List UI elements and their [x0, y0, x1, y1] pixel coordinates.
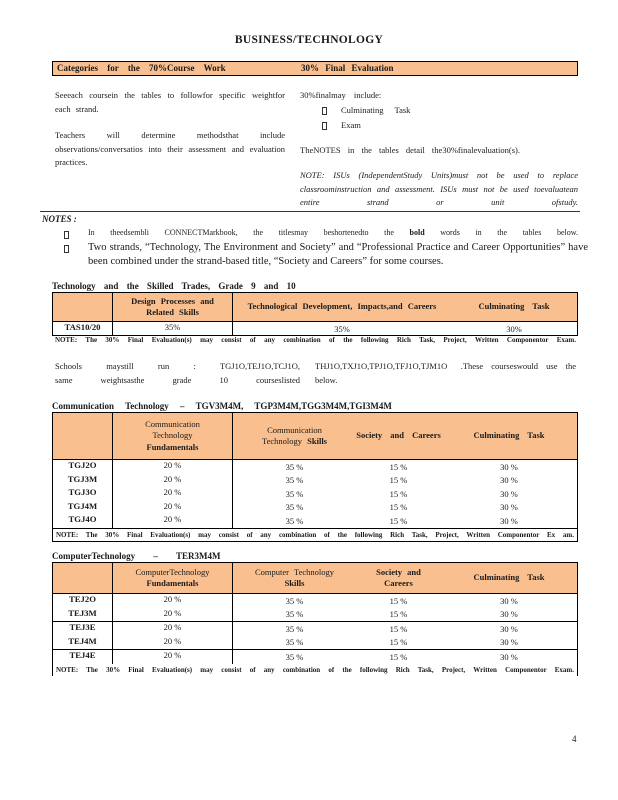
isu-note: NOTE: ISUs (IndependentStudy Units)must not be used to replace classroominstruction and assessment. ISUs must not be used toevaluatean entire strand or unit ofstudy.	[300, 170, 578, 207]
notes-item-1-bold: bold	[409, 228, 425, 237]
table-cell: 15 %	[389, 502, 408, 513]
table-header-cell	[113, 413, 233, 459]
table-header-cell	[356, 413, 441, 459]
table-cell: 30 %	[500, 515, 518, 526]
table-cell: 20 %	[113, 622, 233, 636]
table-cell: 15 %	[389, 461, 408, 472]
table-cell: 30 %	[500, 637, 518, 648]
page-title: BUSINESS/TECHNOLOGY	[234, 34, 384, 46]
culminating-task-item: Culminating Task	[341, 105, 411, 116]
checkbox-icon	[322, 122, 327, 130]
course-code-list: THJ1O,TXJ1O,TPJ1O,TFJ1O,TJM1O	[315, 361, 448, 371]
schools-line-1-left: Schools maystill run : TGJ1O,TEJ1O,TCJ1O,	[55, 361, 300, 371]
table-header-cell	[233, 563, 356, 593]
column-header: Society and Careers	[376, 566, 421, 588]
table-row	[53, 622, 577, 636]
table-cell: 30 %	[500, 488, 518, 499]
table-cell: 20 %	[113, 608, 233, 622]
course-code: TGJ4M	[53, 501, 113, 515]
table-cell: 30 %	[500, 475, 518, 486]
table-cell: 15 %	[389, 651, 408, 662]
table-cell: 20 %	[113, 650, 233, 664]
categories-header-bar	[52, 61, 578, 76]
intro-paragraph-2: Teachers will determine methodsthat include observations/conversatios into their assessment and evaluation practices.	[55, 130, 285, 167]
table-row	[53, 514, 577, 528]
table-row	[53, 474, 577, 488]
table-cell: 35 %	[285, 651, 304, 662]
table-row	[53, 636, 577, 651]
table-row	[53, 460, 577, 474]
table-cell: 35%	[113, 322, 233, 335]
table-cell: 20 %	[113, 636, 233, 650]
table-cell: 35 %	[285, 595, 304, 606]
notes-item-1	[88, 228, 578, 237]
schools-line-1	[55, 360, 576, 374]
table-header-cell	[451, 293, 577, 321]
column-header	[125, 419, 220, 454]
table-cell: 20 %	[113, 594, 233, 608]
table-cell: 30 %	[500, 461, 518, 472]
table-cell: 15 %	[389, 637, 408, 648]
table-cell: 15 %	[389, 515, 408, 526]
notes-detail-line: TheNOTES in the tables detail the30%finalevaluation(s).	[300, 144, 520, 155]
course-code: TGJ3O	[53, 487, 113, 501]
table-header-cell	[113, 563, 233, 593]
table-cell: 35 %	[285, 609, 304, 620]
notes-item-1-text: words in the tables below.	[440, 228, 579, 237]
schools-line-2-right	[315, 374, 576, 388]
table-header-row	[53, 413, 577, 460]
schools-line-1-tail: .These courseswould use the	[460, 361, 576, 371]
course-code: TGJ2O	[53, 460, 113, 474]
table-cell: 30 %	[500, 651, 518, 662]
table-cell: 15 %	[389, 488, 408, 499]
table-cell: 20 %	[113, 514, 233, 528]
table-header-cell	[113, 293, 233, 321]
table-row	[53, 322, 577, 335]
course-code: TEJ4E	[53, 650, 113, 664]
table-cell: 35 %	[285, 515, 304, 526]
column-header	[250, 425, 340, 448]
table-header-cell	[356, 563, 441, 593]
table-header-cell	[53, 293, 113, 321]
table-cell: 35 %	[285, 623, 304, 634]
table-row	[53, 608, 577, 623]
table-cell: 30%	[506, 323, 522, 334]
table-row	[53, 501, 577, 515]
table-cell: 20 %	[113, 487, 233, 501]
column-header	[118, 567, 228, 590]
column-header: Society and Careers	[356, 430, 441, 441]
communication-technology-heading: Communication Technology – TGV3M4M, TGP3M4M,TGG3M4M,TGI3M4M	[52, 401, 392, 411]
table-header-cell	[53, 413, 113, 459]
table-cell: 20 %	[113, 474, 233, 488]
course-code: TEJ3M	[53, 608, 113, 622]
table-cell: 30 %	[500, 502, 518, 513]
table-header-cell	[233, 293, 451, 321]
course-code: TEJ2O	[53, 594, 113, 608]
table-header-cell	[441, 563, 577, 593]
table-cell: 30 %	[500, 595, 518, 606]
table-cell: 35 %	[285, 488, 304, 499]
table-cell: 35 %	[285, 461, 304, 472]
exam-item: Exam	[341, 120, 361, 131]
column-header-bold: Skills	[284, 578, 305, 588]
column-header-text: Computer Technology	[255, 566, 334, 577]
table-header-cell	[233, 413, 356, 459]
intro-paragraph-1: Seeeach coursein the tables to followfor specific weightfor each strand.	[55, 90, 285, 114]
intro-left-column	[55, 89, 285, 170]
course-code: TAS10/20	[53, 322, 113, 335]
skilled-trades-table	[52, 292, 578, 336]
course-code: TEJ3E	[53, 622, 113, 636]
computer-technology-table	[52, 562, 578, 676]
column-header-bold: Skills	[307, 436, 327, 446]
table-cell: 30 %	[500, 609, 518, 620]
table-cell: 30 %	[500, 623, 518, 634]
skilled-trades-note: NOTE: The 30% Final Evaluation(s) may consist of any combination of the following Rich Task, Project, Written Componentor Exam.	[55, 336, 576, 344]
column-header: Culminating Task	[473, 430, 545, 441]
notes-item-2: Two strands, “Technology, The Environment and Society” and “Professional Practice and Career Opportunities” have been combined under the strand-based title, “Society and Careers” for some courses.	[88, 242, 588, 267]
square-bullet-icon	[64, 245, 69, 253]
table-row	[53, 487, 577, 501]
table-row	[53, 650, 577, 664]
schools-paragraph	[55, 360, 576, 387]
table-header-cell	[441, 413, 577, 459]
table-cell: 20 %	[113, 501, 233, 515]
schools-line-1-right	[315, 360, 576, 374]
course-code: TEJ4M	[53, 636, 113, 650]
table-cell: 35%	[334, 323, 350, 334]
computer-technology-heading: ComputerTechnology – TER3M4M	[52, 551, 221, 561]
table-row	[53, 594, 577, 608]
table-header-row	[53, 563, 577, 594]
column-header: Design Processes and Related Skills	[131, 295, 214, 317]
final-include-label: 30%finalmay include:	[300, 90, 382, 100]
table-header-cell	[53, 563, 113, 593]
notes-heading: NOTES :	[42, 214, 77, 224]
list-item	[322, 120, 578, 133]
column-header-text: Communication Technology	[145, 418, 200, 441]
column-header: Technological Development, Impacts,and Careers	[247, 301, 437, 312]
communication-technology-table	[52, 412, 578, 542]
table-cell: 35 %	[285, 502, 304, 513]
notes-item-1-text: In theedsembli CONNECTMarkbook, the titlesmay beshortenedto the	[88, 228, 394, 237]
table-cell: 15 %	[389, 475, 408, 486]
intro-right-column	[300, 89, 578, 210]
column-header-bold: Fundamentals	[146, 578, 199, 588]
column-header-bold: Fundamentals	[146, 441, 199, 452]
final-evaluation-label: 30% Final Evaluation	[301, 63, 394, 73]
course-code: TGJ3M	[53, 474, 113, 488]
categories-course-work-label: Categories for the 70%Course Work	[57, 63, 226, 73]
table-cell: 15 %	[389, 595, 408, 606]
schools-line-2	[55, 374, 576, 388]
column-header	[250, 567, 340, 590]
column-header-text: Communication Technology	[262, 424, 322, 446]
schools-line-2-left: same weightsasthe grade 10 courseslisted	[55, 374, 300, 385]
table-header-row	[53, 293, 577, 322]
page-number: 4	[572, 734, 577, 744]
checkbox-icon	[322, 107, 327, 115]
table-cell: 35 %	[285, 475, 304, 486]
table-cell: 15 %	[389, 609, 408, 620]
column-header: Culminating Task	[478, 301, 550, 312]
schools-line-2-tail: below.	[315, 374, 338, 385]
table-cell: 15 %	[389, 623, 408, 634]
table-cell: 20 %	[113, 460, 233, 474]
skilled-trades-heading: Technology and the Skilled Trades, Grade 9 and 10	[52, 281, 296, 291]
column-header: Culminating Task	[473, 572, 545, 583]
table-note: NOTE: The 30% Final Evaluation(s) may consist of any combination of the following Rich Task, Project, Written Componentor Ex am.	[53, 528, 577, 541]
square-bullet-icon	[64, 231, 69, 239]
table-note: NOTE: The 30% Final Evaluation(s) may consist of any combination of the following Rich Task, Project, Written Componentor Exam.	[56, 665, 574, 674]
course-code: TGJ4O	[53, 514, 113, 528]
column-header-text: ComputerTechnology	[135, 566, 210, 577]
table-cell: 35 %	[285, 637, 304, 648]
list-item	[322, 105, 578, 118]
section-divider	[40, 211, 580, 212]
